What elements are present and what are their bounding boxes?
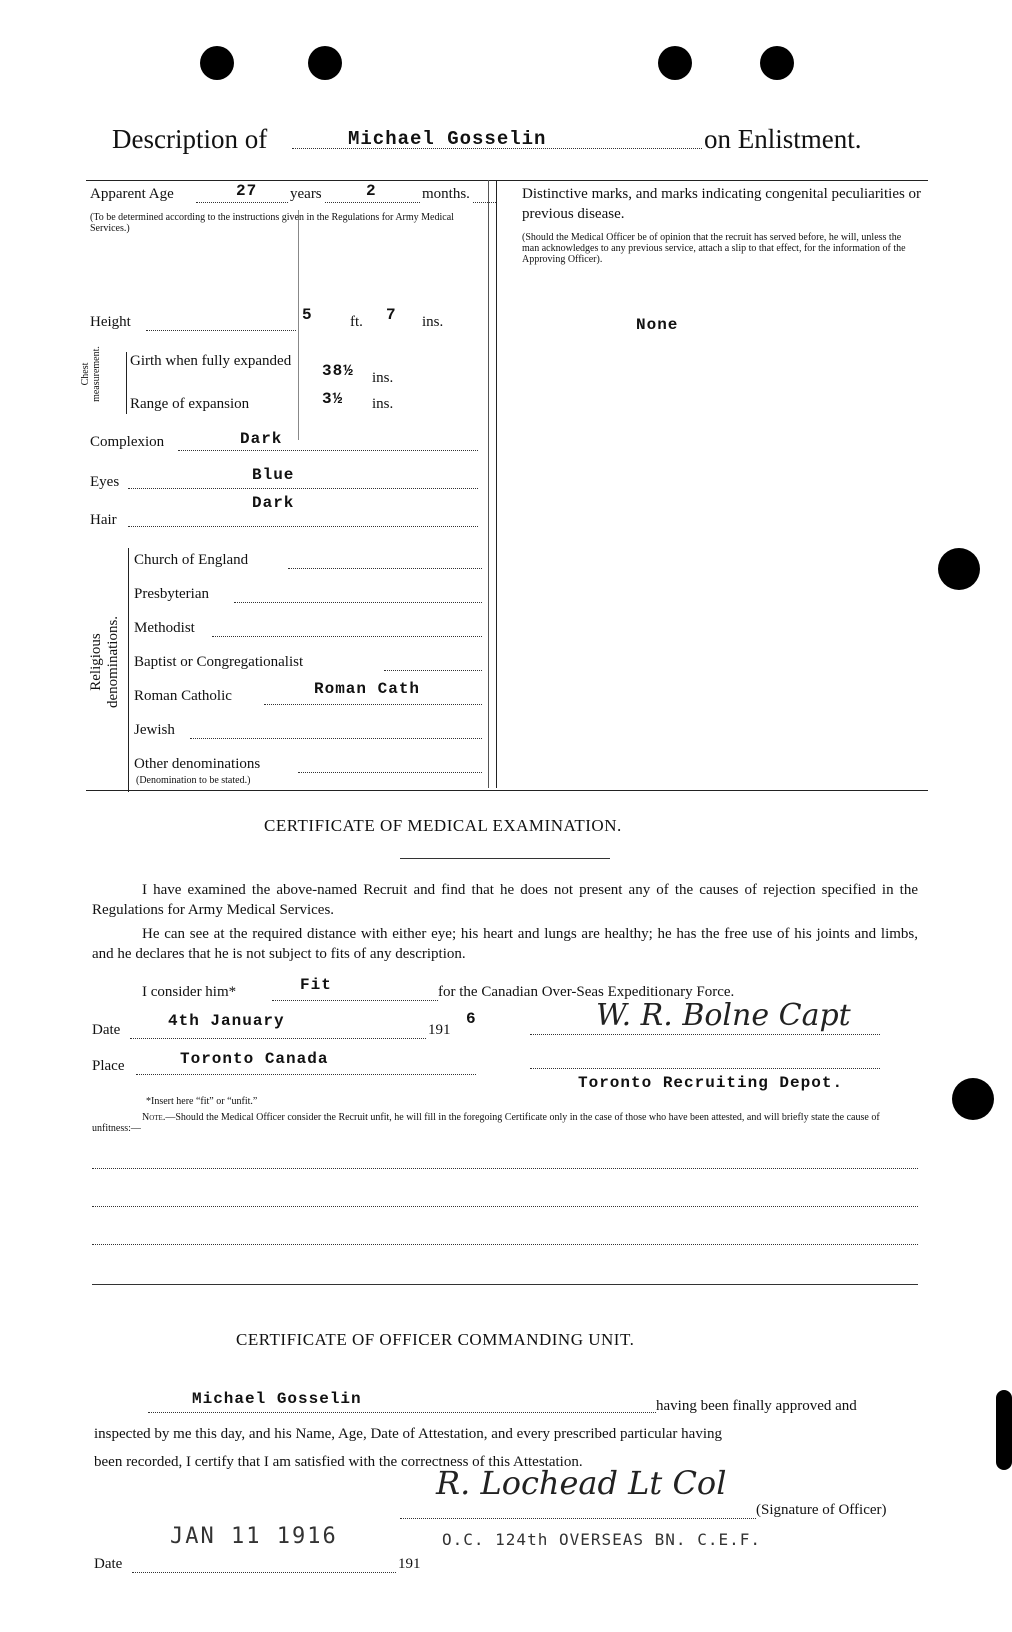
- medical-year-value: 6: [466, 1010, 477, 1028]
- column-divider: [496, 180, 497, 788]
- marks-title: [522, 184, 922, 224]
- top-rule: [86, 180, 928, 181]
- marks-title-text: Distinctive marks, and marks indicating congenital peculiarities or previous disease.: [522, 186, 922, 222]
- officer-line2: inspected by me this day, and his Name, Age, Date of Attestation, and every prescribed particular having: [94, 1426, 723, 1442]
- officer-line3: been recorded, I certify that I am satisfied with the correctness of this Attestation.: [94, 1454, 583, 1470]
- eyes-value: Blue: [252, 466, 295, 484]
- officer-date-label: Date: [94, 1556, 123, 1572]
- officer-title: CERTIFICATE OF OFFICER COMMANDING UNIT.: [236, 1330, 635, 1349]
- age-note: [90, 212, 482, 234]
- age-note-text: (To be determined according to the instructions given in the Regulations for Army Medical Services.): [90, 212, 454, 234]
- religion-rule: [190, 738, 482, 739]
- hair-label: Hair: [90, 512, 117, 528]
- place-value: Toronto Canada: [180, 1050, 329, 1068]
- complexion-rule: [178, 450, 478, 451]
- medical-year-prefix: 191: [428, 1022, 451, 1038]
- note-label: Note.: [142, 1112, 166, 1123]
- officer-name-rule: [148, 1412, 656, 1413]
- punch-hole: [952, 1078, 994, 1120]
- medical-para2-text: He can see at the required distance with either eye; his heart and lungs are healthy; he has the free use of his joints and limbs, and he declares that he is not subject to fits of any description.: [92, 926, 918, 962]
- form-title: [112, 124, 267, 155]
- section-rule: [86, 790, 928, 791]
- medical-date-rule: [130, 1038, 426, 1039]
- officer-signature-label: (Signature of Officer): [756, 1502, 887, 1518]
- religion-roman-catholic: Roman Catholic: [134, 688, 232, 704]
- name-rule: [292, 148, 702, 149]
- unfit-rule: [92, 1206, 918, 1207]
- consider-label: I consider him*: [142, 984, 237, 1000]
- title-suffix: on Enlistment.: [704, 124, 862, 154]
- religion-presbyterian: Presbyterian: [134, 586, 209, 602]
- girth-label-text: Girth when fully expanded: [130, 353, 292, 369]
- height-rule: [146, 330, 296, 331]
- medical-date-value: 4th January: [168, 1012, 285, 1030]
- religion-rule: [212, 636, 482, 637]
- depot-rule: [530, 1068, 880, 1069]
- religion-methodist: Methodist: [134, 620, 195, 636]
- consider-rule: [272, 1000, 438, 1001]
- height-feet: 5: [302, 306, 313, 324]
- religion-jewish: Jewish: [134, 722, 175, 738]
- punch-hole: [658, 46, 692, 80]
- place-rule: [136, 1074, 476, 1075]
- complexion-value: Dark: [240, 430, 283, 448]
- height-label: Height: [90, 314, 131, 330]
- girth-ins: ins.: [372, 370, 394, 386]
- medical-para1-text: I have examined the above-named Recruit and find that he does not present any of the causes of rejection specified in the Regulations for Army Medical Services.: [92, 882, 918, 918]
- complexion-label: Complexion: [90, 434, 165, 450]
- age-label: Apparent Age: [90, 186, 174, 202]
- consider-value: Fit: [300, 976, 332, 994]
- medical-signature-rule: [530, 1034, 880, 1035]
- girth-label: [130, 352, 300, 371]
- footnote: *Insert here “fit” or “unfit.”: [146, 1096, 258, 1107]
- range-ins: ins.: [372, 396, 394, 412]
- officer-signature-rule: [400, 1518, 756, 1519]
- title-prefix: Description of: [112, 124, 268, 154]
- marks-note: [522, 232, 920, 265]
- religion-value: Roman Cath: [314, 680, 421, 698]
- medical-title-rule: [400, 858, 610, 859]
- girth-value: 38½: [322, 362, 354, 380]
- officer-signature: R. Lochead Lt Col: [436, 1464, 727, 1502]
- punch-hole: [308, 46, 342, 80]
- medical-title: CERTIFICATE OF MEDICAL EXAMINATION.: [264, 816, 622, 835]
- range-label: Range of expansion: [130, 396, 250, 412]
- punch-hole: [938, 548, 980, 590]
- height-inches: 7: [386, 306, 397, 324]
- officer-year-prefix: 191: [398, 1556, 421, 1572]
- religion-rule: [288, 568, 482, 569]
- medical-officer-signature: W. R. Bolne Capt: [596, 998, 851, 1033]
- marks-note-text: (Should the Medical Officer be of opinion that the recruit has served before, he will, unless the man acknowledges to any previous service, attach a slip to that effect, for the information of the Approving Officer).: [522, 232, 906, 265]
- punch-hole: [996, 1390, 1012, 1470]
- value-column-rule: [298, 210, 299, 440]
- eyes-label: Eyes: [90, 474, 120, 490]
- age-years: 27: [236, 182, 258, 200]
- hair-rule: [128, 526, 478, 527]
- punch-hole: [760, 46, 794, 80]
- marks-value: None: [636, 316, 679, 334]
- column-divider-inner: [488, 180, 489, 788]
- unfit-rule: [92, 1244, 918, 1245]
- chest-brace: [126, 352, 127, 414]
- religion-baptist: Baptist or Congregationalist: [134, 654, 304, 670]
- section-rule: [92, 1284, 918, 1285]
- unfit-rule: [92, 1168, 918, 1169]
- religion-rule: [264, 704, 482, 705]
- age-months: 2: [366, 182, 377, 200]
- officer-date-rule: [132, 1572, 396, 1573]
- officer-line1: having been finally approved and: [656, 1398, 857, 1414]
- inches-label: ins.: [422, 314, 444, 330]
- feet-label: ft.: [350, 314, 363, 330]
- medical-para1: [92, 880, 918, 920]
- religions-label: Religious denominations.: [88, 615, 121, 709]
- officer-recruit-name: Michael Gosselin: [192, 1390, 362, 1408]
- religion-other: Other denominations: [134, 756, 261, 772]
- place-label: Place: [92, 1058, 125, 1074]
- medical-para2: [92, 924, 918, 964]
- years-label: years: [290, 186, 322, 202]
- depot-value: Toronto Recruiting Depot.: [578, 1074, 844, 1092]
- chest-label: Chest measurement.: [80, 346, 102, 402]
- recruit-name: Michael Gosselin: [348, 128, 547, 150]
- religion-brace: [128, 548, 129, 792]
- note: [92, 1112, 918, 1134]
- range-value: 3½: [322, 390, 344, 408]
- religion-church-of-england: Church of England: [134, 552, 249, 568]
- force-label: for the Canadian Over-Seas Expeditionary Force.: [438, 984, 735, 1000]
- note-text: —Should the Medical Officer consider the Recruit unfit, he will fill in the foregoing Certificate only in the case of those who have been attested, and will briefly state the cause of unfitness:—: [92, 1112, 880, 1134]
- medical-date-label: Date: [92, 1022, 121, 1038]
- eyes-rule: [128, 488, 478, 489]
- months-label: months.: [422, 186, 470, 202]
- religion-rule: [234, 602, 482, 603]
- other-note: (Denomination to be stated.): [136, 775, 251, 786]
- punch-hole: [200, 46, 234, 80]
- religion-rule: [384, 670, 482, 671]
- unit-stamp: O.C. 124th OVERSEAS BN. C.E.F.: [442, 1530, 761, 1549]
- date-stamp: JAN 11 1916: [170, 1524, 338, 1549]
- religion-rule: [298, 772, 482, 773]
- hair-value: Dark: [252, 494, 295, 512]
